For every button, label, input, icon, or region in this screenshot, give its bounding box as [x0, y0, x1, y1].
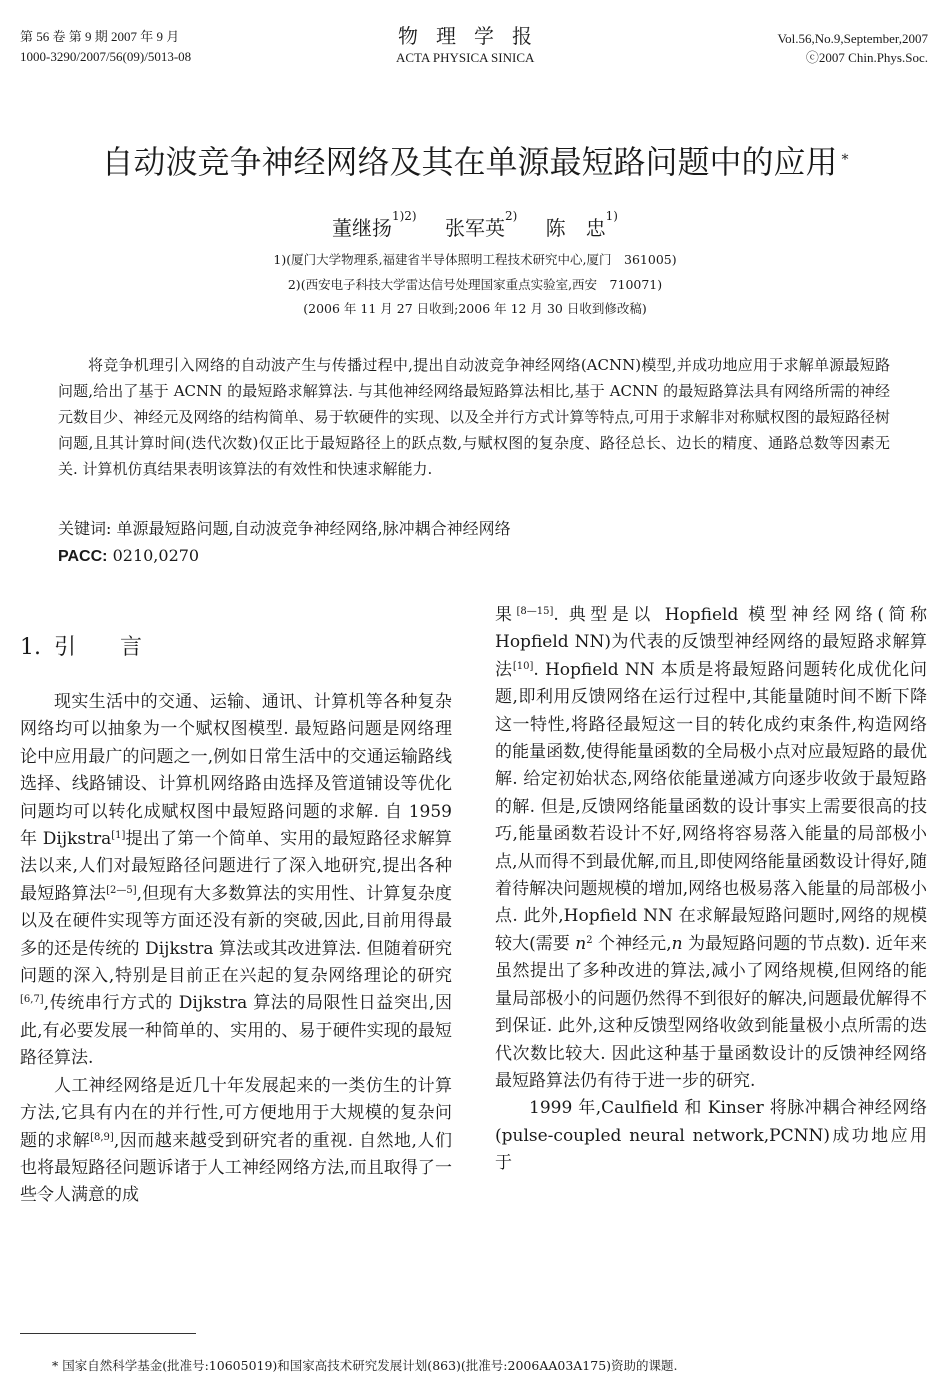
journal-title-en: ACTA PHYSICA SINICA [396, 50, 535, 65]
text-run: . 典型是以 Hopfield 模型神经网络(简称 Hopfield NN)为代表的反馈型神经网络的最短路求解算法 [495, 605, 927, 680]
pacc-text: 0210,0270 [112, 546, 200, 565]
text-run: 提出了第一个简单、实用的最短路径求解算法以来,人们对最短路径问题进行了深入地研究,提出各种最短路算法 [20, 829, 452, 904]
text-run: ,传统串行方式的 Dijkstra 算法的局限性日益突出,因此,有必要发展一种简单的、实用的、易于硬件实现的最短路径算法. [20, 993, 452, 1069]
paragraph [20, 689, 452, 1073]
abstract: 将竞争机理引入网络的自动波产生与传播过程中,提出自动波竞争神经网络(ACNN)模型,并成功地应用于求解单源最短路问题,给出了基于 ACNN 的最短路求解算法. 与其他神经网络最短路算法相比,基于 ACNN 的最短路算法具有网络所需的神经元数目少、神经元及网络的结构简单、易于软硬件的实现、以及全并行方式计算等特点,可用于求解非对称赋权图的最短路径树问题,且其计算时间(迭代次数)仅正比于最短路径上的跃点数,与赋权图的复杂度、路径总长、边长的精度、通路总数等因素无关. 计算机仿真结果表明该算法的有效性和快速求解能力. [58, 356, 890, 478]
journal-title-cn: 物理学报 [398, 24, 550, 48]
author-name: 陈 忠 [545, 216, 606, 240]
pacc-label: PACC: [58, 548, 108, 565]
issn-info: 1000-3290/2007/56(09)/5013-08 [20, 49, 192, 64]
text-run: . Hopfield NN 本质是将最短路问题转化成优化问题,即利用反馈网络在运行过程中,其能量随时间不断下降这一特性,将路径最短这一目的转化成约束条件,构造网络的能量函数,使得能量函数的全局极小点对应最短路的最优解. 给定初始状态,网络依能量递减方向逐步收敛于最短路的解. 但是,反馈网络能量函数的设计事实上需要很高的技巧,能量函数若设计不好,网络将容易落入能量的局部极小点,从而得不到最优解,而且,即使网络能量函数设计得好,随着待解决问题规模的增加,网络也极易落入能量的局部极小点. 此外,Hopfield NN 在求解最短路问题时,网络的规模较大(需要 [495, 659, 928, 954]
paper-title [0, 142, 950, 182]
affiliation-2: 2)(西安电子科技大学雷达信号处理国家重点实验室,西安 710071) [287, 277, 663, 292]
volume-info-en: Vol.56,No.9,September,2007 [777, 31, 928, 46]
citation: [2—5] [106, 884, 137, 896]
author-affiliation-mark: 2) [504, 209, 518, 223]
paragraph [20, 1073, 452, 1210]
citation: [8—15] [516, 606, 554, 617]
paragraph [495, 602, 927, 1095]
author-affiliation-mark: 1)2) [391, 209, 417, 223]
author-name: 张军英 [444, 216, 505, 240]
section-title: 引 言 [54, 635, 143, 660]
text-run: 为最短路问题的节点数). 近年来虽然提出了多种改进的算法,减小了网络规模,但网络的能量局部极小的问题仍然得不到很好的解决,问题最优解得不到保证. 此外,这种反馈型网络收敛到能量极小点所需的迭代次数比较大. 因此这种基于量函数设计的反馈神经网络最短路算法仍有待于进一步的研究. [495, 933, 927, 1091]
citation: [1] [111, 830, 126, 842]
right-column [495, 602, 927, 1178]
affiliation-1: 1)(厦门大学物理系,福建省半导体照明工程技术研究中心,厦门 361005) [273, 252, 677, 267]
keywords-label: 关键词: [58, 519, 112, 538]
footnote-divider [20, 1333, 196, 1334]
text-run: ,但现有大多数算法的实用性、计算复杂度以及在硬件实现等方面还没有新的突破,因此,目前用得最多的还是传统的 Dijkstra 算法或其改进算法. 但随着研究问题的深入,特别是目前正在兴起的复杂网络理论的研究 [20, 883, 453, 987]
keywords-text: 单源最短路问题,自动波竞争神经网络,脉冲耦合神经网络 [116, 519, 511, 538]
author-name: 董继扬 [331, 216, 392, 240]
title-text: 自动波竞争神经网络及其在单源最短路问题中的应用 [101, 143, 838, 181]
section-number: 1. [20, 635, 41, 660]
text-run: 个神经元, [592, 933, 672, 954]
text-run: 现实生活中的交通、运输、通讯、计算机等各种复杂网络均可以抽象为一个赋权图模型. 最短路问题是网络理论中应用最广的问题之一,例如日常生活中的交通运输路线选择、线路铺设、计算机网络路由选择及管道铺设等优化问题均可以转化成赋权图中最短路问题的求解. 自 1959 年 Dijkstra [20, 692, 452, 850]
math-variable: n [671, 933, 683, 954]
author-affiliation-mark: 1) [605, 209, 618, 223]
title-footnote-mark: * [841, 152, 849, 168]
footnote: * 国家自然科学基金(批准号:10605019)和国家高技术研究发展计划(863)(批准号:2006AA03A175)资助的课题. [52, 1358, 678, 1373]
left-column [20, 689, 452, 1210]
citation: [6,7] [20, 994, 44, 1006]
keywords [58, 516, 511, 539]
text-run: 1999 年,Caulfield 和 Kinser 将脉冲耦合神经网络(pulse-coupled neural network,PCNN)成功地应用于 [495, 1098, 927, 1174]
citation: [10] [512, 660, 534, 672]
author-list [0, 209, 950, 241]
text-run: 果 [495, 605, 517, 625]
math-variable: n [575, 933, 587, 954]
copyright: ⓒ2007 Chin.Phys.Soc. [805, 50, 928, 65]
math-exponent: 2 [586, 934, 593, 946]
text-run: ,因而越来越受到研究者的重视. 自然地,人们也将最短路径问题诉诸于人工神经网络方法,而且取得了一些令人满意的成 [20, 1130, 452, 1206]
paragraph [495, 1095, 927, 1177]
received-date: (2006 年 11 月 27 日收到;2006 年 12 月 30 日收到修改稿) [303, 301, 647, 316]
citation: [8,9] [90, 1131, 114, 1143]
text-run: 人工神经网络是近几十年发展起来的一类仿生的计算方法,它具有内在的并行性,可方便地用于大规模的复杂问题的求解 [20, 1075, 452, 1151]
section-heading [20, 630, 142, 661]
volume-info: 第 56 卷 第 9 期 2007 年 9 月 [20, 29, 180, 44]
pacc-codes [58, 546, 199, 566]
